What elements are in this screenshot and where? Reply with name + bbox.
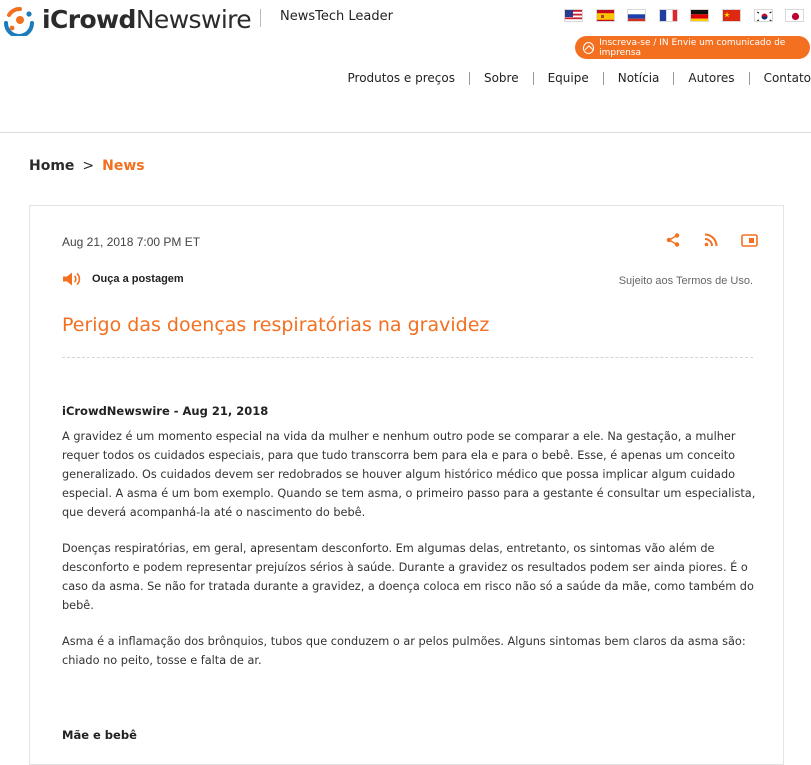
french-flag-icon[interactable] [659,9,678,22]
nav-about[interactable]: Sobre [483,71,519,85]
breadcrumb-home[interactable]: Home [29,158,75,174]
nav-separator [749,72,750,85]
nav-authors[interactable]: Autores [688,71,735,85]
speaker-icon [62,272,84,286]
article-subheading: Mãe e bebê [62,728,137,742]
listen-to-post[interactable] [62,272,184,286]
main-navigation [342,71,811,85]
chinese-flag-icon[interactable] [722,9,741,22]
article-paragraph: Doenças respiratórias, em geral, apresentam desconforto. Em algumas delas, entretanto, os sintomas vão além de desconforto e podem representar prejuízos sérios à saúde. Durante a gravidez os resultados podem ser ainda piores. É o caso da asma. Se não for tratada durante a gravidez, a doença coloca em risco não só a saúde da mãe, como também do bebê. [62,542,754,612]
english-flag-icon[interactable] [564,9,583,22]
japanese-flag-icon[interactable] [785,9,804,22]
share-icon[interactable] [664,231,682,249]
subscribe-submit-button[interactable] [575,36,810,59]
nav-separator [469,72,470,85]
spanish-flag-icon[interactable] [596,9,615,22]
logo-icon [0,2,40,36]
article-paragraph: A gravidez é um momento especial na vida da mulher e nenhum outro pode se comparar a ele. Na gestação, a mulher requer todos os cuidados especiais, para que tudo transcorra bem para ela e para o bebê. Esse, é apenas um conceito generalizado. Os cuidados devem ser redobrados se houver algum histórico médico que possa implicar algum cuidado especial. A asma é um bom exemplo. Quando se tem asma, o primeiro passo para a gestante é consultar um especialista, que deverá acompanhá-la até o nascimento do bebê. [62,430,756,519]
article-tools [644,231,758,249]
nav-separator [603,72,604,85]
terms-of-use: Sujeito aos Termos de Uso. [618,275,753,287]
nav-contact[interactable]: Contato [763,71,811,85]
breadcrumb [29,158,145,174]
site-tagline: NewsTech Leader [280,9,393,24]
listen-label: Ouça a postagem [92,273,184,285]
korean-flag-icon[interactable] [754,9,773,22]
nav-team[interactable]: Equipe [547,71,589,85]
article-byline: iCrowdNewswire - Aug 21, 2018 [62,404,269,418]
nav-news[interactable]: Notícia [617,71,660,85]
media-icon[interactable] [740,231,758,249]
header-divider [0,132,811,133]
article-title: Perigo das doenças respiratórias na gravidez [62,314,490,336]
article-paragraph: Asma é a inflamação dos brônquios, tubos que conduzem o ar pelos pulmões. Alguns sintomas bem claros da asma são: chiado no peito, tosse e falta de ar. [62,635,746,667]
breadcrumb-news[interactable]: News [102,158,145,174]
nav-separator [673,72,674,85]
logo-separator [260,9,261,27]
article-date: Aug 21, 2018 7:00 PM ET [62,235,201,249]
title-divider [62,357,753,358]
cta-label: Inscreva-se / IN Envie um comunicado de imprensa [599,37,786,58]
nav-products-pricing[interactable]: Produtos e preços [347,71,455,85]
article-body [62,402,757,745]
article-card [29,205,784,765]
russian-flag-icon[interactable] [627,9,646,22]
site-logo[interactable] [0,2,251,36]
nav-separator [533,72,534,85]
logo-wordmark: iCrowdNewswire [42,4,252,34]
breadcrumb-separator: > [82,158,95,174]
language-selector [564,9,804,22]
german-flag-icon[interactable] [690,9,709,22]
rss-icon[interactable] [702,231,720,249]
upload-icon [583,42,594,54]
